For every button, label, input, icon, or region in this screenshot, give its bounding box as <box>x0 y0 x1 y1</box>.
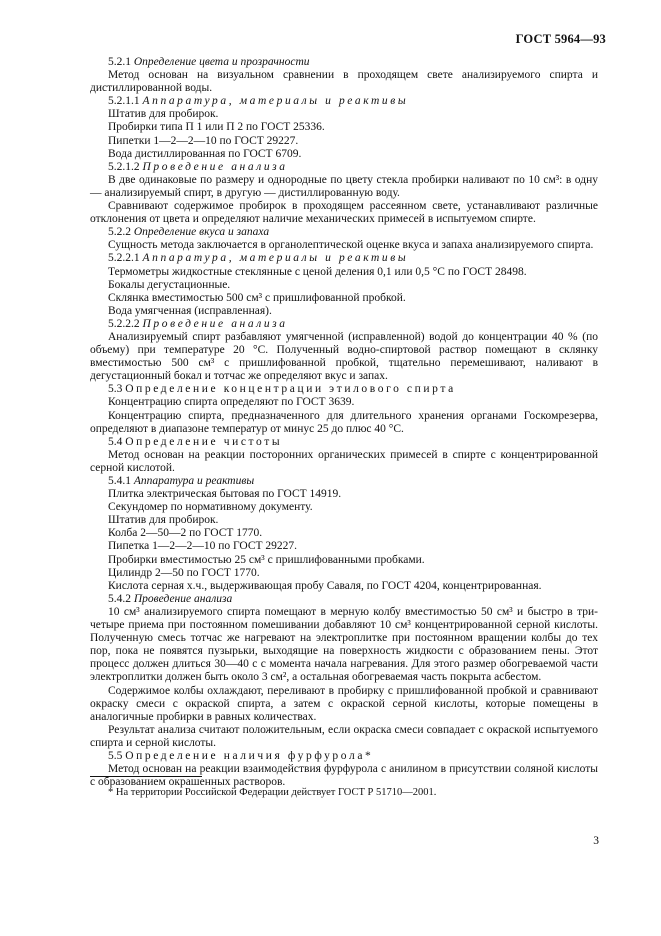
section-number: 5.4.2 <box>108 592 131 605</box>
paragraph: 10 см³ анализируемого спирта помещают в мерную колбу вместимостью 50 см³ и быстро в три-четыре приема при постоянном помешивании добавляют 10 см³ концентрированной серной кислоты. Полученную смесь тотчас же нагревают на электроплитке при постоянном вращении колбы до тех пор, пока не появятся пузырьки, выходящие на поверхность жидкости с образованием пены. Этот процесс должен длиться 30—40 с с момента начала нагревания. Для этого размер обогреваемой части электроплитки должен быть около 3 см², а остальная обогреваемая часть покрыта асбестом. <box>90 605 598 684</box>
list-item: Плитка электрическая бытовая по ГОСТ 14919. <box>108 488 342 501</box>
list-item: Кислота серная х.ч., выдерживающая пробу Саваля, по ГОСТ 4204, концентрированная. <box>108 579 542 592</box>
section-title: Определение вкуса и запаха <box>133 226 270 239</box>
section-title: Определение чистоты <box>125 435 283 448</box>
footnote-marker: * <box>365 749 371 762</box>
list-item: Пробирки типа П 1 или П 2 по ГОСТ 25336. <box>108 121 325 134</box>
section-heading <box>90 383 598 396</box>
section-title: Проведение анализа <box>133 592 233 605</box>
paragraph: Метод основан на визуальном сравнении в проходящем свете анализируемого спирта и дистиллированной воды. <box>90 69 598 95</box>
list-item: Склянка вместимостью 500 см³ с пришлифованной пробкой. <box>108 291 406 304</box>
paragraph: Сущность метода заключается в органолептической оценке вкуса и запаха анализируемого спирта. <box>108 239 594 252</box>
section-heading <box>90 56 598 69</box>
paragraph: В две одинаковые по размеру и однородные по цвету стекла пробирки наливают по 10 см³: в одну — анализируемый спирт, в другую — дистиллированную воду. <box>90 173 598 199</box>
standard-header: ГОСТ 5964—93 <box>515 32 606 46</box>
page-number: 3 <box>593 835 599 847</box>
section-title: Определение наличия фурфурола <box>125 749 366 762</box>
section-number: 5.2.2 <box>108 226 131 239</box>
paragraph: Результат анализа считают положительным, если окраска смеси совпадает с окраской испытуемого спирта и серной кислоты. <box>90 723 598 749</box>
section-title: Определение концентрации этилового спирта <box>125 383 456 396</box>
section-heading <box>90 318 598 331</box>
section-number: 5.4.1 <box>108 475 131 487</box>
section-heading <box>90 95 598 108</box>
document-body <box>90 56 598 789</box>
section-number: 5.2.2.2 <box>108 317 140 330</box>
section-title: Проведение анализа <box>142 160 288 173</box>
section-heading <box>90 161 598 174</box>
section-heading <box>90 750 598 763</box>
section-title: Аппаратура, материалы и реактивы <box>142 95 409 108</box>
section-heading <box>90 475 598 488</box>
list-item: Термометры жидкостные стеклянные с ценой деления 0,1 или 0,5 °С по ГОСТ 28498. <box>108 265 527 278</box>
list-item: Пипетки 1—2—2—10 по ГОСТ 29227. <box>108 134 299 147</box>
paragraph: Анализируемый спирт разбавляют умягченной (исправленной) водой до концентрации 40 % (по объему) при температуре 20 °С. Полученный водно-спиртовой раствор помещают в склянку вместимостью 500 см³ с пришлифованной пробкой, тщательно перемешивают, наливают в дегустационный бокал и тотчас же определяют вкус и запах. <box>90 330 598 383</box>
section-heading <box>90 226 598 239</box>
list-item: Вода умягченная (исправленная). <box>108 304 272 317</box>
list-item: Вода дистиллированная по ГОСТ 6709. <box>108 147 302 160</box>
list-item: Штатив для пробирок. <box>108 514 219 527</box>
paragraph: Концентрацию спирта, предназначенного для длительного хранения органами Госкомрезерва, определяют в диапазоне температур от минус 25 до плюс 40 °С. <box>90 409 598 435</box>
list-item: Пробирки вместимостью 25 см³ с пришлифованными пробками. <box>108 553 425 566</box>
section-title: Определение цвета и прозрачности <box>133 56 310 68</box>
section-heading <box>90 252 598 265</box>
paragraph: Метод основан на реакции посторонних органических примесей в спирте с концентрированной серной кислотой. <box>90 448 598 474</box>
section-number: 5.5 <box>108 749 123 762</box>
paragraph: Концентрацию спирта определяют по ГОСТ 3639. <box>108 396 355 409</box>
section-number: 5.3 <box>108 383 123 396</box>
list-item: Секундомер по нормативному документу. <box>108 501 313 514</box>
footnote: * На территории Российской Федерации действует ГОСТ Р 51710—2001. <box>108 787 437 798</box>
paragraph: Метод основан на реакции взаимодействия фурфурола с анилином в присутствии соляной кислоты с образованием окрашенных растворов. <box>90 763 598 789</box>
section-number: 5.2.1.1 <box>108 95 140 108</box>
section-number: 5.2.1 <box>108 56 131 68</box>
list-item: Пипетка 1—2—2—10 по ГОСТ 29227. <box>108 540 298 553</box>
section-title: Аппаратура и реактивы <box>133 475 255 487</box>
footnote-divider <box>90 776 202 777</box>
section-title: Аппаратура, материалы и реактивы <box>142 252 409 265</box>
list-item: Колба 2—50—2 по ГОСТ 1770. <box>108 527 263 540</box>
list-item: Бокалы дегустационные. <box>108 278 231 291</box>
list-item: Штатив для пробирок. <box>108 108 219 121</box>
section-number: 5.4 <box>108 435 123 448</box>
list-item: Цилиндр 2—50 по ГОСТ 1770. <box>108 566 260 579</box>
section-heading <box>90 436 598 449</box>
section-title: Проведение анализа <box>142 317 288 330</box>
section-heading <box>90 593 598 606</box>
paragraph: Содержимое колбы охлаждают, переливают в пробирку с пришлифованной пробкой и сравнивают окраску смеси с окраской спирта, а затем с окраской серной кислоты, которые помещены в аналогичные пробирки в равных количествах. <box>90 684 598 723</box>
section-number: 5.2.2.1 <box>108 252 140 265</box>
paragraph: Сравнивают содержимое пробирок в проходящем рассеянном свете, устанавливают различные отклонения от цвета и определяют наличие механических примесей в испытуемом спирте. <box>90 200 598 226</box>
section-number: 5.2.1.2 <box>108 160 140 173</box>
